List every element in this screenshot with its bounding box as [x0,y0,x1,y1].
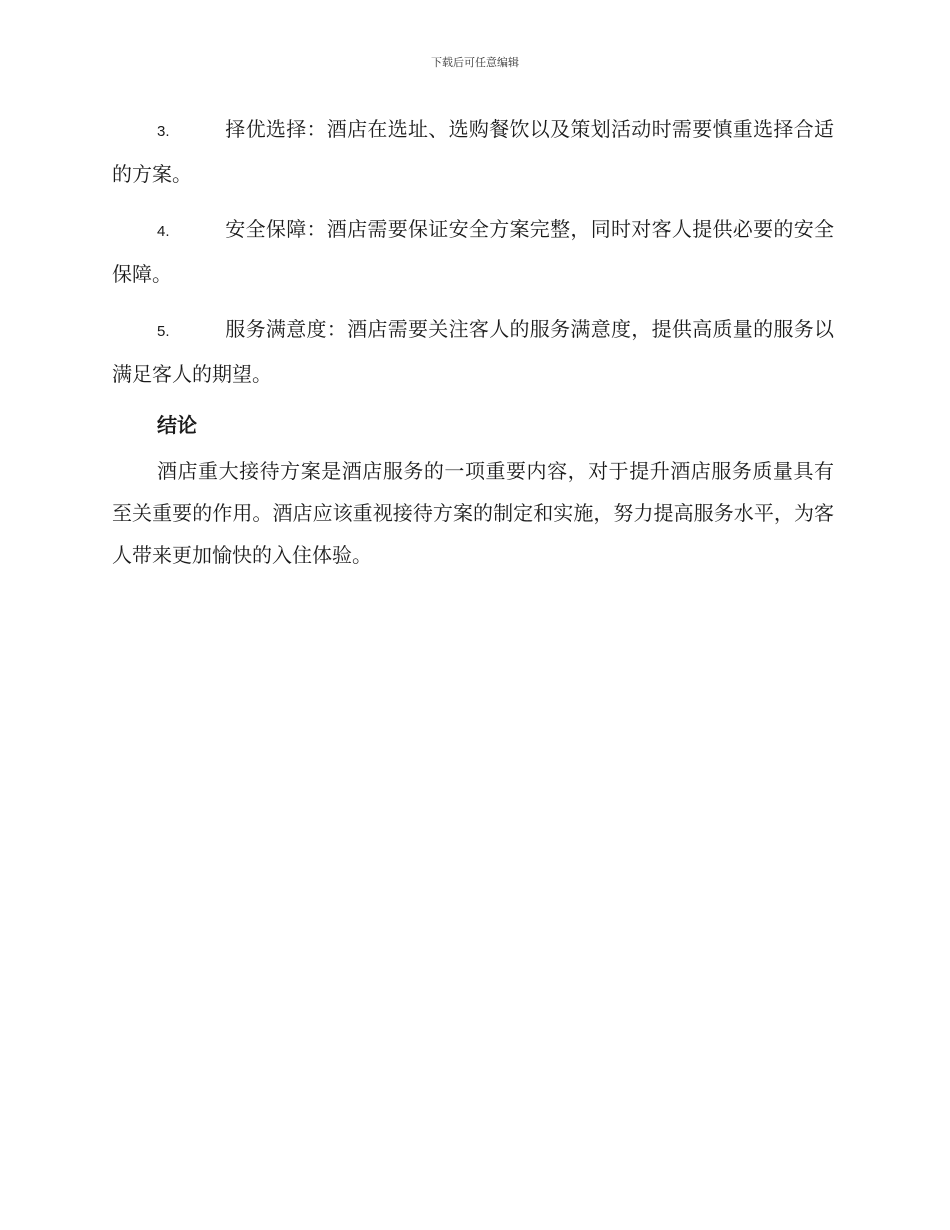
conclusion-heading: 结论 [157,413,197,437]
page-header: 下载后可任意编辑 [431,56,519,69]
conclusion-paragraph: 酒店重大接待方案是酒店服务的一项重要内容，对于提升酒店服务质量具有至关重要的作用。酒店应该重视接待方案的制定和实施，努力提高服务水平，为客人带来更加愉快的入住体验。 [112,459,834,567]
list-item-text: 安全保障：酒店需要保证安全方案完整，同时对客人提供必要的安全保障。 [112,217,834,286]
list-item [112,208,834,295]
list-item-number: 4. [157,223,170,240]
list-item-text: 择优选择：酒店在选址、选购餐饮以及策划活动时需要慎重选择合适的方案。 [112,117,834,186]
list-item-text: 服务满意度：酒店需要关注客人的服务满意度，提供高质量的服务以满足客人的期望。 [112,317,834,386]
list-item [112,108,834,195]
list-item-number: 3. [157,123,170,140]
list-item [112,308,834,395]
list-item-number: 5. [157,323,170,340]
document-body [112,108,834,576]
